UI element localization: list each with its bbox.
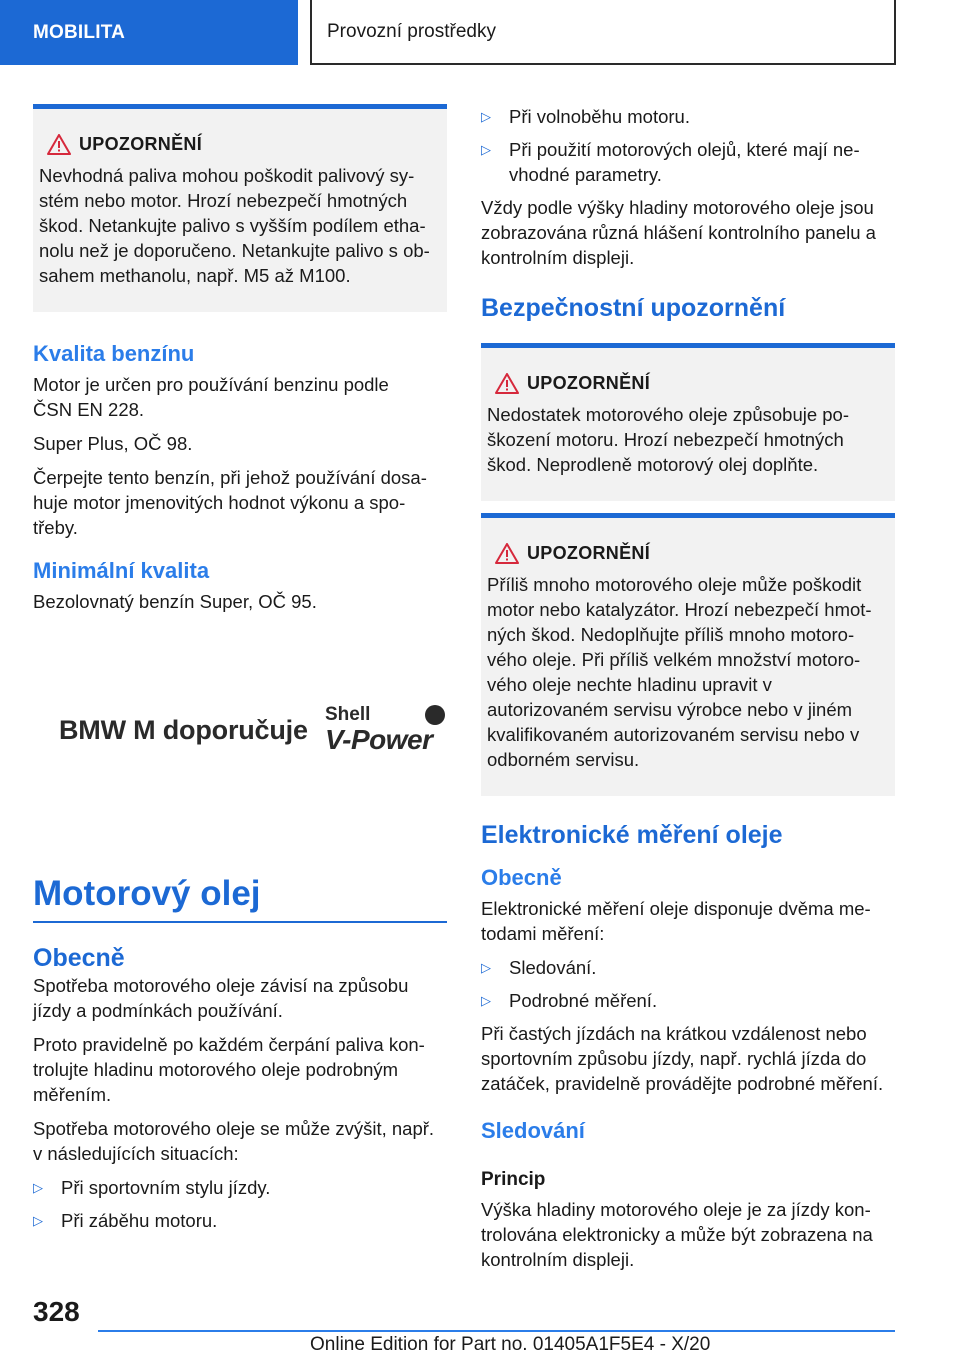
heading-fuel-quality: Kvalita benzínu <box>33 341 195 366</box>
warning-title-text: UPOZORNĚNÍ <box>527 542 651 563</box>
triangle-bullet-icon: ▷ <box>33 1213 43 1228</box>
warning-title-text: UPOZORNĚNÍ <box>79 133 203 154</box>
list-item <box>481 104 895 129</box>
paragraph: Motor je určen pro používání benzinu podle ČSN EN 228. <box>33 374 389 420</box>
heading-electronic-oil-measurement: Elektronické měření oleje <box>481 821 783 849</box>
triangle-bullet-icon: ▷ <box>481 109 491 124</box>
paragraph: Super Plus, OČ 98. <box>33 433 193 454</box>
triangle-bullet-icon: ▷ <box>481 142 491 157</box>
paragraph: Proto pravidelně po každém čerpání paliva kon-trolujte hladinu motorového oleje podrobným měřením. <box>33 1034 425 1105</box>
list-item <box>33 1208 447 1233</box>
warning-title-text: UPOZORNĚNÍ <box>527 372 651 393</box>
footer-divider <box>98 1330 895 1332</box>
list-item <box>481 988 895 1013</box>
list-item-text: Sledování. <box>509 957 597 978</box>
warning-triangle-icon <box>487 540 527 566</box>
paragraph: Čerpejte tento benzín, při jehož používání dosa-huje motor jmenovitých hodnot výkonu a spo-třeby. <box>33 467 427 538</box>
triangle-bullet-icon: ▷ <box>33 1180 43 1195</box>
paragraph: Při častých jízdách na krátkou vzdálenost nebo sportovním způsobu jízdy, např. rychlá jízda do zatáček, pravidelně provádějte podrobné měření. <box>481 1023 884 1094</box>
paragraph: Spotřeba motorového oleje se může zvýšit, např. v následujících situacích: <box>33 1118 435 1164</box>
chapter-tab[interactable]: MOBILITA <box>0 0 298 65</box>
heading-engine-oil: Motorový olej <box>33 873 447 923</box>
bmw-shell-recommendation <box>33 695 447 765</box>
list-item <box>33 1175 447 1200</box>
list-item-text: Při sportovním stylu jízdy. <box>61 1177 271 1198</box>
paragraph: Výška hladiny motorového oleje je za jízdy kon-trolována elektronicky a může být zobrazena na kontrolním displeji. <box>481 1199 873 1270</box>
right-column <box>481 104 895 1281</box>
list-item-text: Při volnoběhu motoru. <box>509 106 690 127</box>
section-title: Provozní prostředky <box>310 0 896 65</box>
shell-pecten-icon <box>425 705 445 725</box>
page-number: 328 <box>33 1296 80 1327</box>
heading-safety-notes: Bezpečnostní upozornění <box>481 294 786 322</box>
warning-triangle-icon <box>487 370 527 396</box>
warning-box <box>481 513 895 796</box>
warning-box <box>481 343 895 501</box>
heading-min-quality: Minimální kvalita <box>33 558 210 583</box>
warning-title <box>39 131 439 157</box>
list-item-text: Při použití motorových olejů, které mají ne-vhodné parametry. <box>509 139 860 185</box>
left-column <box>33 104 447 1241</box>
warning-text: Nevhodná paliva mohou poškodit palivový sy-stém nebo motor. Hrozí nebezpečí hmotných škod. Netankujte palivo s vyšším podílem etha-nolu než je doporučeno. Netankujte palivo s ob-sahem methanolu, např. M5 až M100. <box>39 165 430 286</box>
warning-title <box>487 540 887 566</box>
triangle-bullet-icon: ▷ <box>481 993 491 1008</box>
warning-box <box>33 104 447 312</box>
bmw-recommends-text: BMW M doporučuje <box>59 714 308 745</box>
vpower-text: V-Power <box>325 724 433 755</box>
shell-vpower-logo <box>325 705 447 755</box>
paragraph: Vždy podle výšky hladiny motorového oleje jsou zobrazována různá hlášení kontrolního panelu a kontrolním displeji. <box>481 197 876 268</box>
list-item-text: Podrobné měření. <box>509 990 658 1011</box>
paragraph: Elektronické měření oleje disponuje dvěma me-todami měření: <box>481 898 871 944</box>
heading-monitoring: Sledování <box>481 1118 585 1143</box>
heading-general: Obecně <box>481 865 562 890</box>
shell-text: Shell <box>325 704 371 725</box>
heading-principle: Princip <box>481 1169 546 1190</box>
warning-text: Nedostatek motorového oleje způsobuje po-škození motoru. Hrozí nebezpečí hmotných škod. Neprodleně motorový olej doplňte. <box>487 404 850 475</box>
paragraph: Bezolovnatý benzín Super, OČ 95. <box>33 591 317 612</box>
warning-text: Příliš mnoho motorového oleje může poškodit motor nebo katalyzátor. Hrozí nebezpečí hmot-ných škod. Nedoplňujte příliš mnoho motoro-vého oleje. Při příliš velkém množství motoro-vého oleje nechte hladinu upravit v autorizovaném servisu výrobce nebo v jiném kvalifikovaném autorizovaném servisu nebo v odborném servisu. <box>487 574 872 770</box>
heading-general: Obecně <box>33 944 125 972</box>
list-item <box>481 955 895 980</box>
warning-triangle-icon <box>39 131 79 157</box>
list-item <box>481 137 895 187</box>
edition-text: Online Edition for Part no. 01405A1F5E4 - X/20 <box>310 1334 711 1355</box>
warning-title <box>487 370 887 396</box>
list-item-text: Při záběhu motoru. <box>61 1210 218 1231</box>
triangle-bullet-icon: ▷ <box>481 960 491 975</box>
paragraph: Spotřeba motorového oleje závisí na způsobu jízdy a podmínkách používání. <box>33 975 409 1021</box>
